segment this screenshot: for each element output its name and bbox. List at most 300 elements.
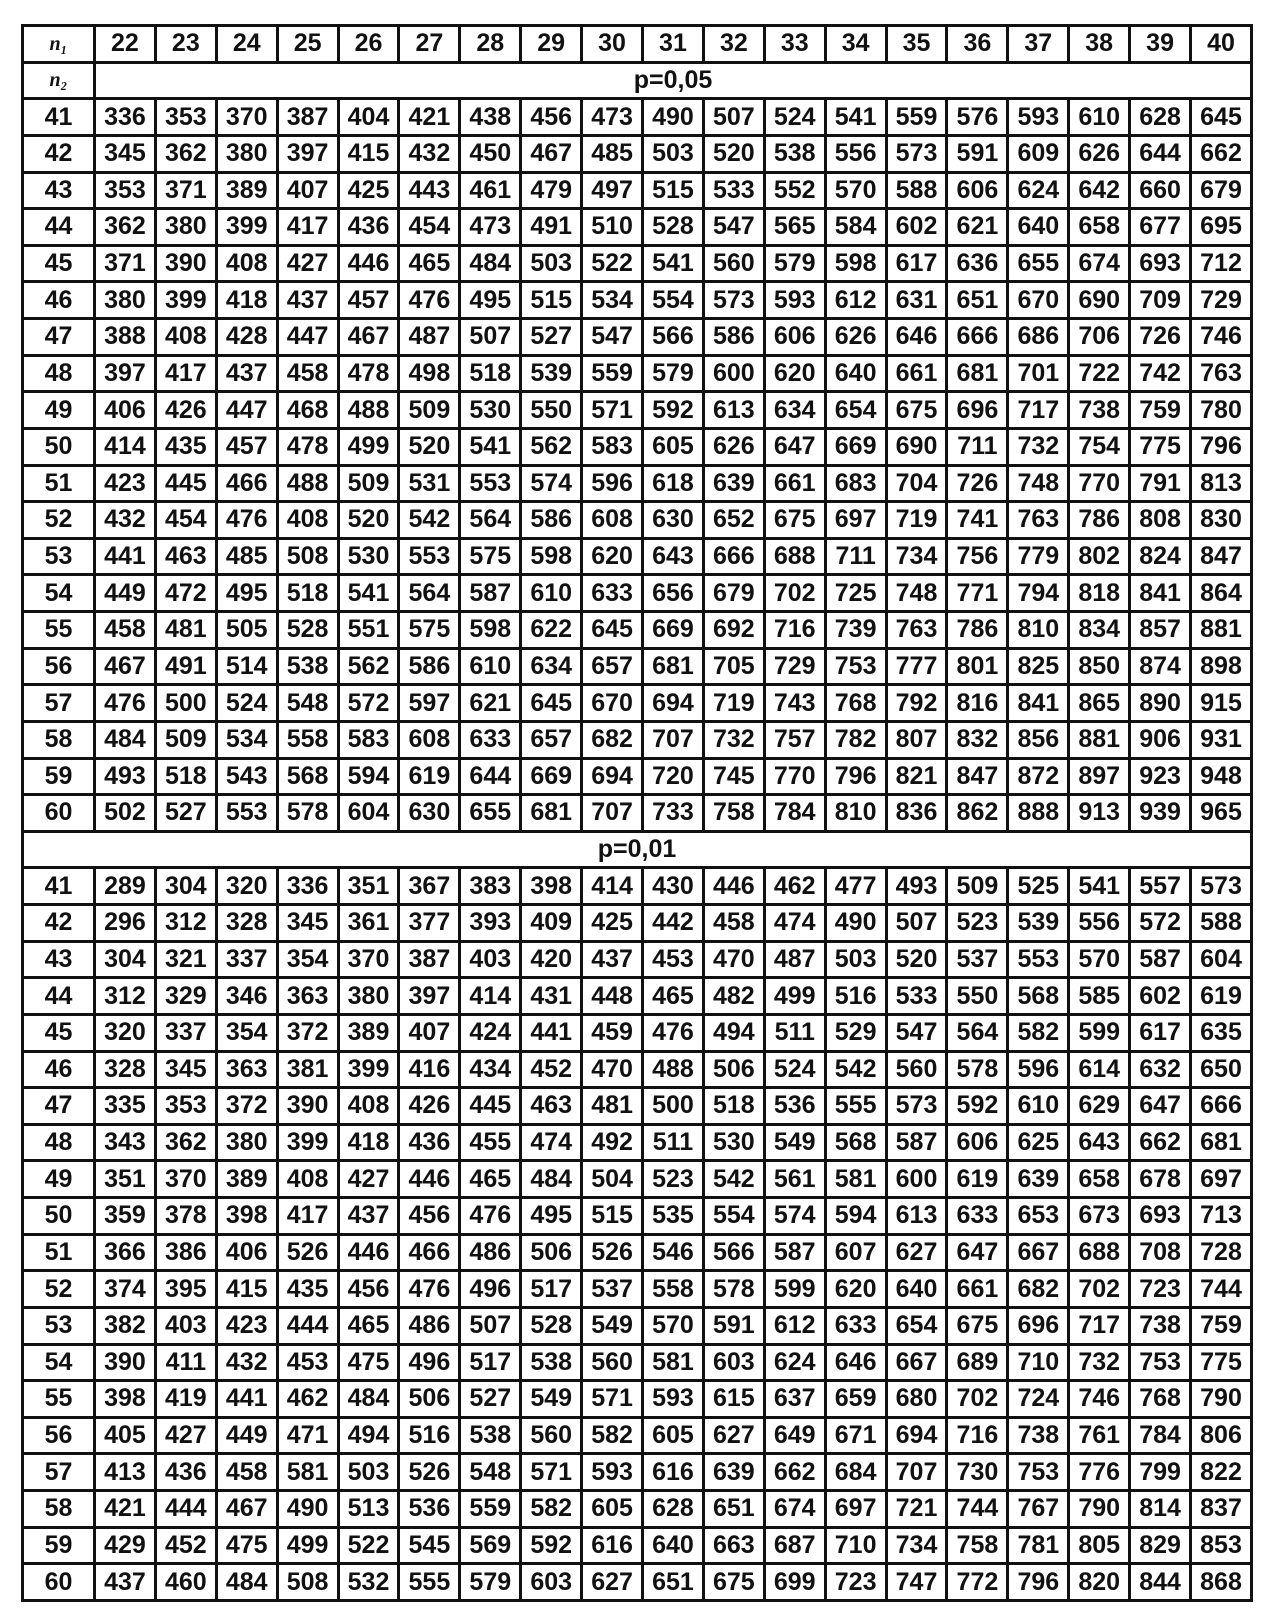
- table-cell: 646: [825, 1344, 886, 1381]
- table-cell: 654: [825, 392, 886, 429]
- table-cell: 465: [338, 1307, 399, 1344]
- table-cell: 786: [1069, 502, 1130, 539]
- table-cell: 509: [399, 392, 460, 429]
- table-cell: 434: [460, 1051, 521, 1088]
- column-header: 40: [1191, 26, 1252, 63]
- table-cell: 686: [1008, 319, 1069, 356]
- table-cell: 565: [764, 209, 825, 246]
- table-cell: 382: [95, 1307, 156, 1344]
- table-cell: 720: [643, 758, 704, 795]
- table-cell: 587: [1130, 941, 1191, 978]
- table-row: [23, 502, 1252, 539]
- table-cell: 457: [216, 428, 277, 465]
- table-cell: 697: [825, 1491, 886, 1528]
- table-cell: 939: [1130, 795, 1191, 832]
- table-cell: 390: [155, 245, 216, 282]
- table-cell: 594: [825, 1198, 886, 1235]
- table-cell: 568: [825, 1124, 886, 1161]
- table-cell: 799: [1130, 1454, 1191, 1491]
- table-cell: 825: [1008, 648, 1069, 685]
- table-cell: 645: [521, 685, 582, 722]
- table-cell: 453: [277, 1344, 338, 1381]
- table-cell: 739: [825, 612, 886, 649]
- table-cell: 603: [521, 1564, 582, 1601]
- table-cell: 549: [582, 1307, 643, 1344]
- table-cell: 437: [216, 355, 277, 392]
- table-cell: 541: [825, 99, 886, 136]
- table-cell: 387: [399, 941, 460, 978]
- table-cell: 707: [643, 721, 704, 758]
- table-cell: 584: [825, 209, 886, 246]
- table-cell: 669: [825, 428, 886, 465]
- table-cell: 758: [703, 795, 764, 832]
- table-cell: 697: [825, 502, 886, 539]
- table-cell: 630: [399, 795, 460, 832]
- row-header: 47: [23, 1088, 95, 1125]
- header-row: [23, 26, 1252, 63]
- row-header: 41: [23, 99, 95, 136]
- table-cell: 702: [764, 575, 825, 612]
- table-cell: 445: [460, 1088, 521, 1125]
- table-cell: 619: [399, 758, 460, 795]
- table-cell: 458: [703, 905, 764, 942]
- table-cell: 484: [460, 245, 521, 282]
- table-cell: 328: [216, 905, 277, 942]
- table-cell: 500: [155, 685, 216, 722]
- table-cell: 509: [155, 721, 216, 758]
- table-cell: 574: [764, 1198, 825, 1235]
- table-cell: 576: [947, 99, 1008, 136]
- table-cell: 607: [825, 1234, 886, 1271]
- row-header: 51: [23, 1234, 95, 1271]
- table-cell: 708: [1130, 1234, 1191, 1271]
- table-cell: 399: [155, 282, 216, 319]
- table-cell: 416: [399, 1051, 460, 1088]
- table-cell: 627: [886, 1234, 947, 1271]
- table-cell: 761: [1069, 1417, 1130, 1454]
- table-cell: 670: [582, 685, 643, 722]
- table-cell: 729: [764, 648, 825, 685]
- table-cell: 692: [703, 612, 764, 649]
- column-header: 30: [582, 26, 643, 63]
- table-cell: 598: [460, 612, 521, 649]
- table-cell: 575: [460, 538, 521, 575]
- table-cell: 510: [582, 209, 643, 246]
- table-cell: 605: [582, 1491, 643, 1528]
- table-cell: 712: [1191, 245, 1252, 282]
- table-cell: 591: [947, 135, 1008, 172]
- table-cell: 728: [1191, 1234, 1252, 1271]
- table-cell: 476: [460, 1198, 521, 1235]
- table-cell: 681: [643, 648, 704, 685]
- table-cell: 530: [703, 1124, 764, 1161]
- table-cell: 695: [1191, 209, 1252, 246]
- table-cell: 542: [703, 1161, 764, 1198]
- table-row: [23, 1307, 1252, 1344]
- table-cell: 386: [155, 1234, 216, 1271]
- table-cell: 890: [1130, 685, 1191, 722]
- table-cell: 820: [1069, 1564, 1130, 1601]
- table-cell: 490: [825, 905, 886, 942]
- table-cell: 522: [338, 1527, 399, 1564]
- n2-label: n₂: [23, 62, 95, 99]
- table-cell: 538: [460, 1417, 521, 1454]
- table-cell: 421: [95, 1491, 156, 1528]
- table-row: [23, 721, 1252, 758]
- row-header: 52: [23, 1271, 95, 1308]
- table-cell: 437: [277, 282, 338, 319]
- table-cell: 690: [1069, 282, 1130, 319]
- table-cell: 511: [764, 1014, 825, 1051]
- table-cell: 622: [521, 612, 582, 649]
- table-cell: 424: [460, 1014, 521, 1051]
- table-cell: 915: [1191, 685, 1252, 722]
- table-row: [23, 538, 1252, 575]
- table-cell: 586: [521, 502, 582, 539]
- table-cell: 642: [1069, 172, 1130, 209]
- table-cell: 856: [1008, 721, 1069, 758]
- table-cell: 408: [216, 245, 277, 282]
- table-cell: 474: [521, 1124, 582, 1161]
- table-cell: 537: [947, 941, 1008, 978]
- table-cell: 477: [825, 868, 886, 905]
- table-cell: 694: [582, 758, 643, 795]
- table-cell: 810: [825, 795, 886, 832]
- table-cell: 449: [216, 1417, 277, 1454]
- table-cell: 470: [703, 941, 764, 978]
- table-cell: 366: [95, 1234, 156, 1271]
- table-cell: 435: [155, 428, 216, 465]
- table-cell: 821: [886, 758, 947, 795]
- table-cell: 415: [216, 1271, 277, 1308]
- table-cell: 632: [1130, 1051, 1191, 1088]
- table-cell: 888: [1008, 795, 1069, 832]
- table-cell: 566: [703, 1234, 764, 1271]
- table-cell: 476: [399, 282, 460, 319]
- table-cell: 649: [764, 1417, 825, 1454]
- table-cell: 758: [947, 1527, 1008, 1564]
- table-row: [23, 612, 1252, 649]
- table-cell: 337: [155, 1014, 216, 1051]
- table-cell: 530: [460, 392, 521, 429]
- row-header: 45: [23, 245, 95, 282]
- table-cell: 608: [582, 502, 643, 539]
- table-row: [23, 941, 1252, 978]
- table-cell: 593: [764, 282, 825, 319]
- table-cell: 453: [643, 941, 704, 978]
- table-cell: 796: [1191, 428, 1252, 465]
- table-cell: 663: [703, 1527, 764, 1564]
- table-cell: 407: [399, 1014, 460, 1051]
- table-cell: 603: [703, 1344, 764, 1381]
- row-header: 56: [23, 648, 95, 685]
- table-cell: 575: [399, 612, 460, 649]
- table-cell: 643: [1069, 1124, 1130, 1161]
- table-cell: 463: [521, 1088, 582, 1125]
- table-cell: 524: [764, 1051, 825, 1088]
- table-cell: 335: [95, 1088, 156, 1125]
- table-cell: 397: [399, 978, 460, 1015]
- table-cell: 466: [216, 465, 277, 502]
- table-cell: 568: [1008, 978, 1069, 1015]
- table-cell: 583: [582, 428, 643, 465]
- table-cell: 484: [521, 1161, 582, 1198]
- table-cell: 486: [399, 1307, 460, 1344]
- table-cell: 662: [764, 1454, 825, 1491]
- table-cell: 581: [643, 1344, 704, 1381]
- table-cell: 767: [1008, 1491, 1069, 1528]
- table-cell: 381: [277, 1051, 338, 1088]
- table-cell: 647: [1130, 1088, 1191, 1125]
- table-cell: 488: [277, 465, 338, 502]
- table-cell: 814: [1130, 1491, 1191, 1528]
- table-cell: 829: [1130, 1527, 1191, 1564]
- table-cell: 466: [399, 1234, 460, 1271]
- table-cell: 555: [825, 1088, 886, 1125]
- table-cell: 507: [460, 319, 521, 356]
- column-header: 24: [216, 26, 277, 63]
- table-cell: 868: [1191, 1564, 1252, 1601]
- table-cell: 472: [155, 575, 216, 612]
- table-cell: 564: [399, 575, 460, 612]
- column-header: 22: [95, 26, 156, 63]
- table-cell: 336: [277, 868, 338, 905]
- table-cell: 414: [582, 868, 643, 905]
- table-cell: 459: [582, 1014, 643, 1051]
- significance-level-caption: p=0,05: [95, 62, 1252, 99]
- table-cell: 456: [399, 1198, 460, 1235]
- table-cell: 659: [825, 1381, 886, 1418]
- section-caption-row: [23, 831, 1252, 868]
- table-cell: 805: [1069, 1527, 1130, 1564]
- table-cell: 628: [643, 1491, 704, 1528]
- table-cell: 388: [95, 319, 156, 356]
- table-cell: 822: [1191, 1454, 1252, 1491]
- table-cell: 824: [1130, 538, 1191, 575]
- row-header: 43: [23, 941, 95, 978]
- table-cell: 367: [399, 868, 460, 905]
- table-cell: 582: [582, 1417, 643, 1454]
- column-header: 37: [1008, 26, 1069, 63]
- table-cell: 458: [95, 612, 156, 649]
- table-cell: 409: [521, 905, 582, 942]
- table-cell: 553: [1008, 941, 1069, 978]
- table-cell: 437: [95, 1564, 156, 1601]
- table-cell: 377: [399, 905, 460, 942]
- table-cell: 612: [764, 1307, 825, 1344]
- table-cell: 748: [886, 575, 947, 612]
- table-cell: 423: [95, 465, 156, 502]
- table-cell: 594: [338, 758, 399, 795]
- table-cell: 612: [825, 282, 886, 319]
- table-cell: 508: [277, 538, 338, 575]
- table-cell: 361: [338, 905, 399, 942]
- table-cell: 479: [521, 172, 582, 209]
- table-cell: 320: [216, 868, 277, 905]
- table-cell: 621: [947, 209, 1008, 246]
- table-cell: 906: [1130, 721, 1191, 758]
- table-cell: 437: [582, 941, 643, 978]
- table-cell: 702: [1069, 1271, 1130, 1308]
- row-header: 59: [23, 1527, 95, 1564]
- table-cell: 484: [338, 1381, 399, 1418]
- table-cell: 380: [216, 1124, 277, 1161]
- table-cell: 599: [764, 1271, 825, 1308]
- table-cell: 446: [338, 1234, 399, 1271]
- table-cell: 371: [95, 245, 156, 282]
- table-cell: 389: [216, 172, 277, 209]
- row-header: 46: [23, 1051, 95, 1088]
- table-body: [23, 26, 1252, 1601]
- table-cell: 551: [338, 612, 399, 649]
- table-cell: 441: [216, 1381, 277, 1418]
- table-cell: 390: [277, 1088, 338, 1125]
- table-cell: 403: [460, 941, 521, 978]
- table-cell: 746: [1191, 319, 1252, 356]
- table-cell: 738: [1008, 1417, 1069, 1454]
- table-row: [23, 428, 1252, 465]
- table-cell: 806: [1191, 1417, 1252, 1454]
- table-cell: 337: [216, 941, 277, 978]
- table-cell: 644: [460, 758, 521, 795]
- table-cell: 399: [338, 1051, 399, 1088]
- table-cell: 425: [582, 905, 643, 942]
- table-cell: 550: [521, 392, 582, 429]
- table-cell: 881: [1191, 612, 1252, 649]
- table-cell: 759: [1130, 392, 1191, 429]
- table-row: [23, 282, 1252, 319]
- table-cell: 834: [1069, 612, 1130, 649]
- table-cell: 681: [947, 355, 1008, 392]
- table-cell: 465: [643, 978, 704, 1015]
- table-cell: 571: [582, 1381, 643, 1418]
- table-cell: 455: [460, 1124, 521, 1161]
- table-cell: 779: [1008, 538, 1069, 575]
- table-cell: 725: [825, 575, 886, 612]
- table-cell: 763: [886, 612, 947, 649]
- table-cell: 517: [521, 1271, 582, 1308]
- table-cell: 406: [216, 1234, 277, 1271]
- table-cell: 436: [338, 209, 399, 246]
- table-cell: 640: [643, 1527, 704, 1564]
- table-cell: 399: [216, 209, 277, 246]
- table-cell: 588: [886, 172, 947, 209]
- table-cell: 500: [643, 1088, 704, 1125]
- table-cell: 497: [582, 172, 643, 209]
- table-cell: 587: [460, 575, 521, 612]
- table-row: [23, 1491, 1252, 1528]
- table-cell: 520: [703, 135, 764, 172]
- table-cell: 547: [582, 319, 643, 356]
- table-cell: 492: [582, 1124, 643, 1161]
- table-cell: 661: [764, 465, 825, 502]
- table-cell: 468: [277, 392, 338, 429]
- table-row: [23, 1051, 1252, 1088]
- table-cell: 832: [947, 721, 1008, 758]
- table-cell: 670: [1008, 282, 1069, 319]
- table-cell: 554: [703, 1198, 764, 1235]
- table-cell: 620: [764, 355, 825, 392]
- table-cell: 463: [155, 538, 216, 575]
- table-cell: 522: [582, 245, 643, 282]
- table-cell: 782: [825, 721, 886, 758]
- table-cell: 757: [764, 721, 825, 758]
- table-cell: 493: [95, 758, 156, 795]
- table-row: [23, 1014, 1252, 1051]
- table-cell: 573: [886, 1088, 947, 1125]
- table-cell: 527: [155, 795, 216, 832]
- table-cell: 615: [703, 1381, 764, 1418]
- table-cell: 436: [155, 1454, 216, 1491]
- table-cell: 487: [764, 941, 825, 978]
- table-cell: 733: [643, 795, 704, 832]
- table-cell: 503: [643, 135, 704, 172]
- table-cell: 711: [947, 428, 1008, 465]
- table-cell: 380: [216, 135, 277, 172]
- table-cell: 742: [1130, 355, 1191, 392]
- table-cell: 683: [825, 465, 886, 502]
- table-cell: 620: [825, 1271, 886, 1308]
- table-cell: 541: [460, 428, 521, 465]
- table-cell: 320: [95, 1014, 156, 1051]
- table-cell: 626: [703, 428, 764, 465]
- table-cell: 425: [338, 172, 399, 209]
- table-cell: 614: [1069, 1051, 1130, 1088]
- table-cell: 528: [643, 209, 704, 246]
- table-cell: 488: [643, 1051, 704, 1088]
- table-cell: 753: [825, 648, 886, 685]
- table-cell: 518: [277, 575, 338, 612]
- table-cell: 697: [1191, 1161, 1252, 1198]
- table-row: [23, 758, 1252, 795]
- table-cell: 503: [521, 245, 582, 282]
- table-cell: 461: [460, 172, 521, 209]
- table-cell: 476: [399, 1271, 460, 1308]
- table-cell: 620: [582, 538, 643, 575]
- table-cell: 484: [95, 721, 156, 758]
- table-cell: 484: [216, 1564, 277, 1601]
- table-cell: 681: [521, 795, 582, 832]
- n1-label: n₁: [23, 26, 95, 63]
- table-cell: 370: [155, 1161, 216, 1198]
- row-header: 44: [23, 978, 95, 1015]
- column-header: 35: [886, 26, 947, 63]
- table-cell: 613: [703, 392, 764, 429]
- table-cell: 478: [338, 355, 399, 392]
- table-row: [23, 135, 1252, 172]
- table-cell: 362: [155, 1124, 216, 1161]
- table-cell: 657: [521, 721, 582, 758]
- column-header: 32: [703, 26, 764, 63]
- table-cell: 546: [643, 1234, 704, 1271]
- table-cell: 721: [886, 1491, 947, 1528]
- table-cell: 559: [460, 1491, 521, 1528]
- row-header: 49: [23, 1161, 95, 1198]
- table-row: [23, 868, 1252, 905]
- table-cell: 582: [521, 1491, 582, 1528]
- table-cell: 304: [95, 941, 156, 978]
- table-cell: 411: [155, 1344, 216, 1381]
- table-cell: 413: [95, 1454, 156, 1491]
- table-cell: 535: [643, 1198, 704, 1235]
- table-cell: 578: [947, 1051, 1008, 1088]
- table-cell: 329: [155, 978, 216, 1015]
- table-cell: 669: [643, 612, 704, 649]
- table-cell: 716: [764, 612, 825, 649]
- table-cell: 554: [643, 282, 704, 319]
- table-cell: 671: [825, 1417, 886, 1454]
- table-cell: 813: [1191, 465, 1252, 502]
